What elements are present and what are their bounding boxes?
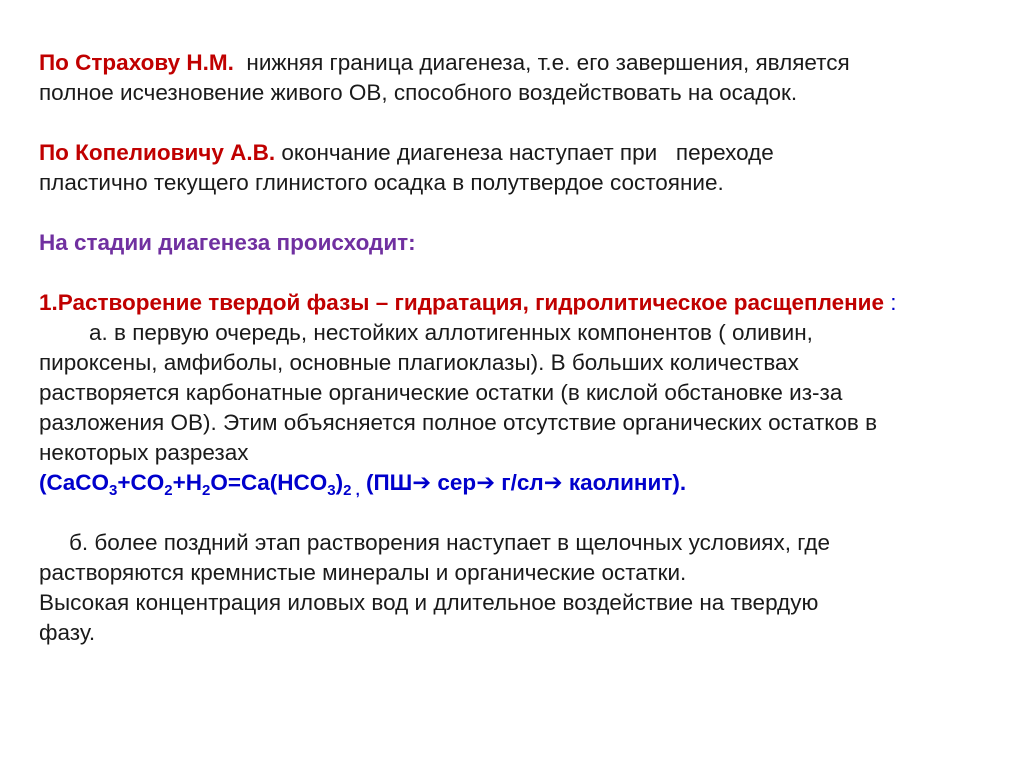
item-a-line-2: пироксены, амфиболы, основные плагиоклазы). В больших количествах — [39, 350, 799, 375]
spacer — [39, 498, 999, 528]
spacer — [39, 258, 999, 288]
formula-subscript: 2 , — [343, 482, 360, 499]
spacer — [39, 198, 999, 228]
formula-part: (ПШ — [359, 470, 413, 495]
item-a-line-4: разложения ОВ). Этим объясняется полное отсутствие органических остатков в — [39, 410, 878, 435]
formula-part: г/сл — [495, 470, 544, 495]
formula-part: O=Ca(HCO — [210, 470, 328, 495]
paragraph-strakhov-line-2: полное исчезновение живого ОВ, способного воздействовать на осадок. — [39, 80, 798, 105]
section-1-title-text: 1.Растворение твердой фазы – гидратация, гидролитическое расщепление — [39, 290, 885, 315]
arrow-right-icon: ➔ — [412, 470, 432, 496]
item-b-line-2: растворяются кремнистые минералы и органические остатки. — [39, 560, 687, 585]
item-a-line-1: а. в первую очередь, нестойких аллотигенных компонентов ( оливин, — [89, 320, 813, 345]
section-1-title — [39, 288, 999, 318]
formula-part: каолинит). — [562, 470, 687, 495]
author-kopeliovich: По Копелиовичу А.В. — [39, 140, 276, 165]
strakhov-text: нижняя граница диагенеза, т.е. его завершения, является — [233, 50, 850, 75]
section-1-title-colon: : — [884, 290, 897, 315]
formula-part: +H — [172, 470, 202, 495]
paragraph-kopeliovich-line-1 — [39, 138, 999, 168]
formula-subscript: 2 — [201, 482, 211, 499]
chemical-formula — [39, 468, 999, 498]
arrow-right-icon: ➔ — [543, 470, 563, 496]
formula-part: (CaCO — [39, 470, 110, 495]
item-a-line-5: некоторых разрезах — [39, 440, 249, 465]
item-b-line-1: б. более поздний этап растворения наступает в щелочных условиях, где — [69, 530, 831, 555]
formula-part: ) — [335, 470, 344, 495]
arrow-right-icon: ➔ — [476, 470, 496, 496]
kopeliovich-text: окончание диагенеза наступает при переходе — [275, 140, 774, 165]
conclusion-line-2: фазу. — [39, 620, 96, 645]
paragraph-kopeliovich-line-2: пластично текущего глинистого осадка в полутвердое состояние. — [39, 170, 724, 195]
author-strakhov: По Страхову Н.М. — [39, 50, 234, 75]
formula-subscript: 3 — [327, 482, 336, 499]
paragraph-strakhov-line-1 — [39, 48, 999, 78]
formula-subscript: 2 — [164, 482, 173, 499]
formula-part: +CO — [117, 470, 165, 495]
item-a-line-3: растворяется карбонатные органические остатки (в кислой обстановке из-за — [39, 380, 843, 405]
section-heading: На стадии диагенеза происходит: — [39, 230, 416, 255]
spacer — [39, 108, 999, 138]
formula-subscript: 3 — [109, 482, 118, 499]
conclusion-line-1: Высокая концентрация иловых вод и длительное воздействие на твердую — [39, 590, 819, 615]
formula-part: сер — [431, 470, 477, 495]
slide-content — [39, 48, 999, 648]
